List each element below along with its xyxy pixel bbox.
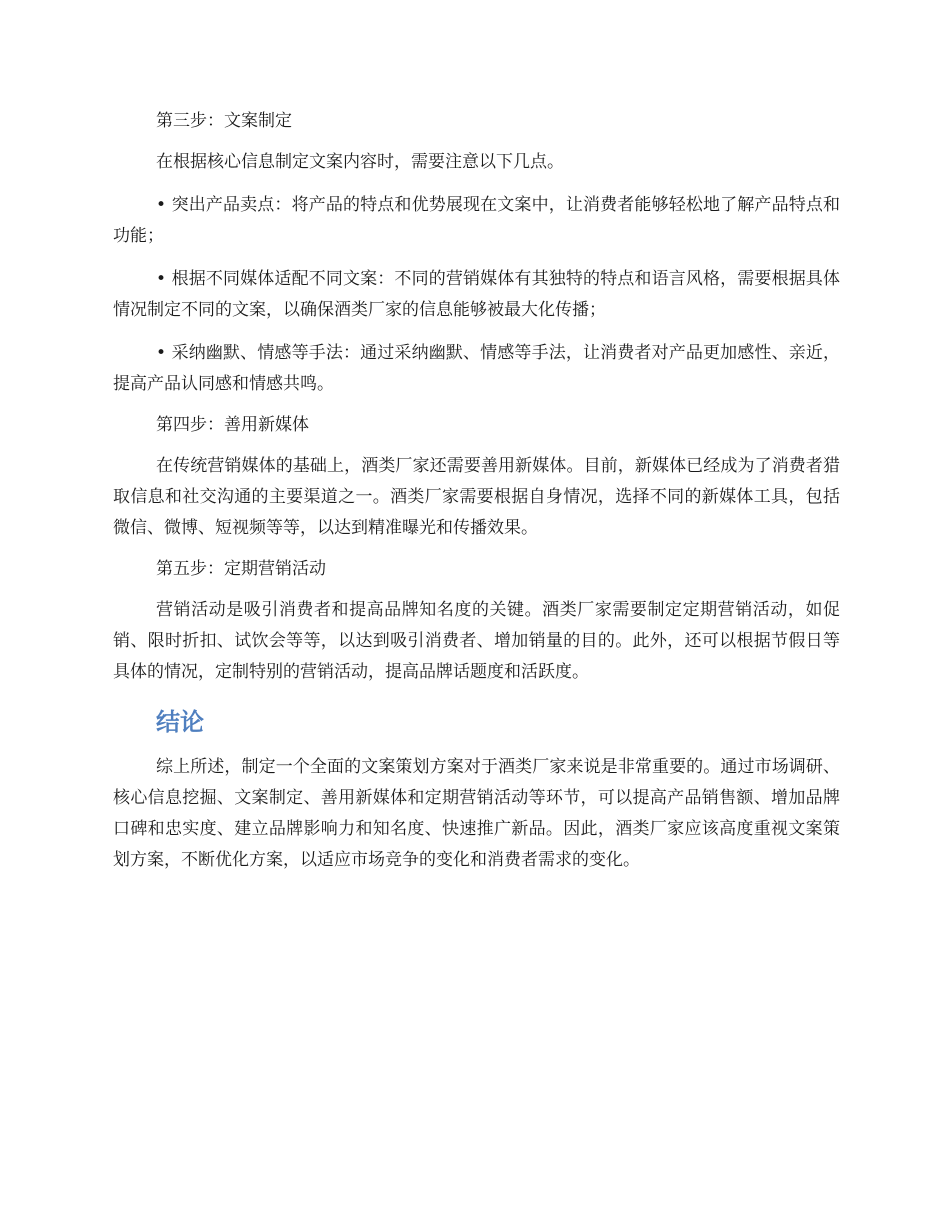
step-four-title: 第四步：善用新媒体 bbox=[156, 415, 309, 435]
bullet-media-adaptation: • 根据不同媒体适配不同文案：不同的营销媒体有其独特的特点和语言风格，需要根据具体情况制定不同的文案，以确保酒类厂家的信息能够被最大化传播； bbox=[113, 269, 840, 320]
marketing-activities-paragraph: 营销活动是吸引消费者和提高品牌知名度的关键。酒类厂家需要制定定期营销活动，如促销、限时折扣、试饮会等等，以达到吸引消费者、增加销量的目的。此外，还可以根据节假日等具体的情况，定制特别的营销活动，提高品牌话题度和活跃度。 bbox=[113, 600, 840, 682]
copywriting-intro-paragraph: 在根据核心信息制定文案内容时，需要注意以下几点。 bbox=[156, 152, 564, 172]
conclusion-paragraph: 综上所述，制定一个全面的文案策划方案对于酒类厂家来说是非常重要的。通过市场调研、核心信息挖掘、文案制定、善用新媒体和定期营销活动等环节，可以提高产品销售额、增加品牌口碑和忠实度、建立品牌影响力和知名度、快速推广新品。因此，酒类厂家应该高度重视文案策划方案，不断优化方案，以适应市场竞争的变化和消费者需求的变化。 bbox=[113, 757, 840, 870]
bullet-highlight-selling-points: • 突出产品卖点：将产品的特点和优势展现在文案中，让消费者能够轻松地了解产品特点和功能； bbox=[113, 195, 840, 246]
bullet-humor-emotion: • 采纳幽默、情感等手法：通过采纳幽默、情感等手法，让消费者对产品更加感性、亲近，提高产品认同感和情感共鸣。 bbox=[113, 343, 840, 394]
step-three-title: 第三步：文案制定 bbox=[156, 111, 292, 131]
new-media-paragraph: 在传统营销媒体的基础上，酒类厂家还需要善用新媒体。目前，新媒体已经成为了消费者猎取信息和社交沟通的主要渠道之一。酒类厂家需要根据自身情况，选择不同的新媒体工具，包括微信、微博、短视频等等，以达到精准曝光和传播效果。 bbox=[113, 456, 840, 538]
document-page bbox=[113, 106, 840, 876]
conclusion-heading: 结论 bbox=[156, 708, 204, 736]
step-five-title: 第五步：定期营销活动 bbox=[156, 559, 326, 579]
